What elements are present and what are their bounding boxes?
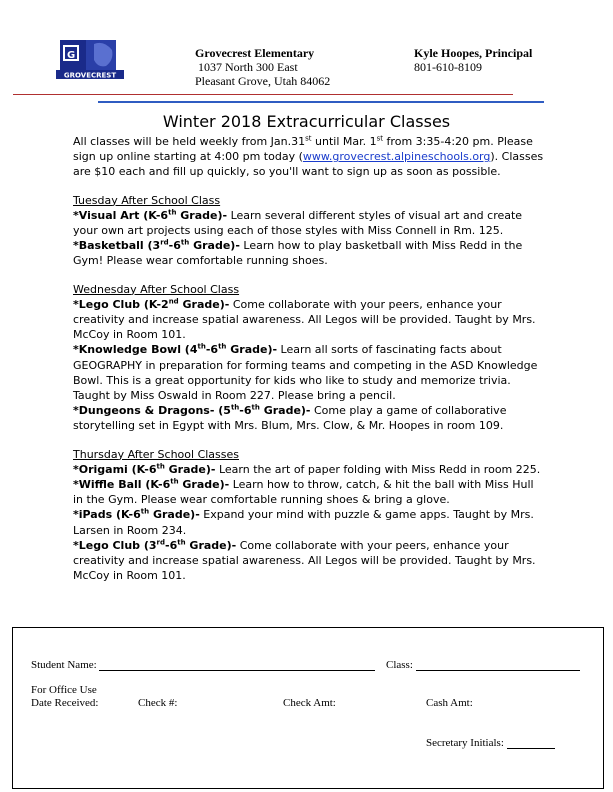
secretary-initials-label: Secretary Initials:	[426, 737, 504, 749]
header-divider-red	[13, 94, 513, 95]
class-field[interactable]	[416, 658, 580, 671]
class-label: Class:	[386, 659, 413, 671]
section-tuesday: Tuesday After School Class	[73, 193, 221, 207]
registration-form	[12, 627, 604, 789]
signup-link[interactable]: www.grovecrest.alpineschools.org	[302, 150, 491, 164]
check-amount-label: Check Amt:	[283, 697, 336, 709]
logo-text: GROVECREST	[63, 71, 117, 80]
phone-number: 801-610-8109	[414, 60, 482, 74]
class-basketball: *Basketball (3rd-6th Grade)- Learn how to play basketball with Miss Redd in the Gym! Please wear comfortable running shoes.	[73, 238, 523, 268]
cash-amount-label: Cash Amt:	[426, 697, 473, 709]
class-lego-club-k2: *Lego Club (K-2nd Grade)- Come collaborate with your peers, enhance your creativity and increase spatial awareness. All Legos will be provided. Taught by Mrs. McCoy in Room 101.	[73, 297, 536, 342]
section-wednesday: Wednesday After School Class	[73, 282, 240, 296]
address-line2: Pleasant Grove, Utah 84062	[195, 74, 331, 88]
section-thursday: Thursday After School Classes	[73, 447, 240, 461]
principal-name: Kyle Hoopes, Principal	[414, 46, 533, 60]
school-name: Grovecrest Elementary	[195, 46, 315, 60]
student-name-field[interactable]	[99, 658, 375, 671]
principal-info	[414, 46, 532, 74]
svg-text:G: G	[67, 50, 76, 61]
class-dungeons-dragons: *Dungeons & Dragons- (5th-6th Grade)- Come play a game of collaborative storytelling set in Egypt with Mrs. Blum, Mrs. Clow, & Mr. Hoopes in room 109.	[73, 403, 507, 433]
date-received-label: Date Received:	[31, 697, 99, 709]
intro-paragraph: All classes will be held weekly from Jan.31st until Mar. 1st from 3:35-4:20 pm. Please sign up online starting at 4:00 pm today (www.grovecrest.alpineschools.org). Classes are $10 each and fill up quickly, so you'll want to sign up as soon as possible.	[73, 134, 544, 179]
check-number-label: Check #:	[138, 697, 178, 709]
student-name-row	[31, 658, 375, 671]
secretary-initials-field[interactable]	[507, 736, 555, 749]
secretary-row	[426, 736, 555, 749]
school-info	[195, 46, 330, 88]
student-name-label: Student Name:	[31, 659, 97, 671]
office-use-label: For Office Use	[31, 684, 97, 696]
school-logo	[56, 38, 124, 80]
class-row	[386, 658, 580, 671]
page-title: Winter 2018 Extracurricular Classes	[162, 112, 451, 131]
address-line1: 1037 North 300 East	[198, 60, 298, 74]
class-visual-art: *Visual Art (K-6th Grade)- Learn several different styles of visual art and create your own art projects using each of those styles with Miss Connell in Rm. 125.	[73, 208, 523, 238]
class-origami: *Origami (K-6th Grade)- Learn the art of paper folding with Miss Redd in room 225.	[73, 462, 541, 476]
class-knowledge-bowl: *Knowledge Bowl (4th-6th Grade)- Learn all sorts of fascinating facts about GEOGRAPHY in preparation for forming teams and competing in the ASD Knowledge Bowl. This is a great opportunity for kids who like to study and memorize trivia. Taught by Miss Oswald in Room 227. Please bring a pencil.	[73, 342, 538, 403]
class-lego-club-3-6: *Lego Club (3rd-6th Grade)- Come collaborate with your peers, enhance your creativity and increase spatial awareness. All Legos will be provided. Taught by Mrs. McCoy in Room 101.	[73, 538, 536, 583]
header-divider-blue	[98, 101, 544, 103]
class-list	[73, 134, 545, 583]
class-ipads: *iPads (K-6th Grade)- Expand your mind with puzzle & game apps. Taught by Mrs. Larsen in Room 234.	[73, 507, 534, 537]
class-wiffle-ball: *Wiffle Ball (K-6th Grade)- Learn how to throw, catch, & hit the ball with Miss Hull in the Gym. Please wear comfortable running shoes & bring a glove.	[73, 477, 534, 507]
